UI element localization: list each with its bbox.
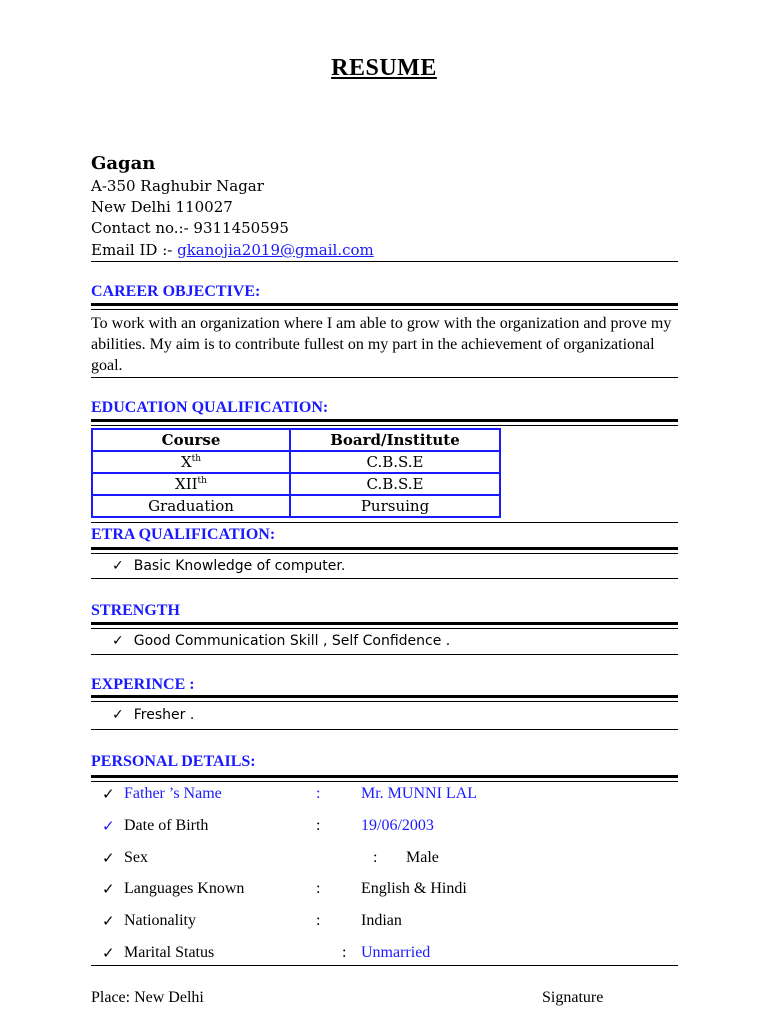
course-name: X	[180, 453, 192, 471]
divider	[91, 578, 678, 579]
item-text: Fresher .	[133, 707, 195, 723]
date-of-birth-label: Date of Birth	[124, 817, 209, 834]
course-superscript: th	[197, 476, 207, 486]
divider	[91, 261, 678, 262]
separator-colon: :	[342, 944, 347, 961]
divider	[91, 522, 678, 523]
divider	[91, 377, 678, 378]
separator-colon: :	[373, 849, 378, 866]
checkmark-icon: ✓	[112, 558, 124, 574]
email-row	[91, 241, 374, 259]
languages-value: English & Hindi	[361, 880, 467, 897]
divider	[91, 654, 678, 655]
separator-colon: :	[316, 912, 321, 929]
checkmark-icon: ✓	[112, 633, 124, 649]
divider	[91, 547, 678, 550]
course-cell: Graduation	[92, 495, 290, 517]
separator-colon: :	[316, 817, 321, 834]
strength-item	[112, 633, 450, 649]
divider	[91, 628, 678, 629]
divider	[91, 309, 678, 310]
address-line-2: New Delhi 110027	[91, 198, 233, 216]
place-text: Place: New Delhi	[91, 989, 204, 1006]
career-objective-heading: CAREER OBJECTIVE:	[91, 283, 261, 300]
separator-colon: :	[316, 880, 321, 897]
checkmark-icon: ✓	[102, 817, 115, 835]
nationality-value: Indian	[361, 912, 402, 929]
contact-number: Contact no.:- 9311450595	[91, 219, 289, 237]
item-text: Good Communication Skill , Self Confidence .	[133, 633, 451, 649]
signature-text: Signature	[542, 989, 604, 1006]
divider	[91, 965, 678, 966]
extra-qualification-item	[112, 558, 345, 574]
divider	[91, 419, 678, 422]
checkmark-icon: ✓	[102, 849, 115, 867]
extra-qualification-heading: ETRA QUALIFICATION:	[91, 526, 276, 543]
email-link[interactable]: gkanojia2019@gmail.com	[177, 241, 374, 259]
board-cell: C.B.S.E	[290, 451, 500, 473]
checkmark-icon: ✓	[102, 880, 115, 898]
education-heading: EDUCATION QUALIFICATION:	[91, 399, 329, 416]
fathers-name-value: Mr. MUNNI LAL	[361, 785, 477, 802]
experience-item	[112, 707, 194, 723]
column-header-board: Board/Institute	[290, 429, 500, 451]
date-of-birth-value: 19/06/2003	[361, 817, 434, 834]
divider	[91, 425, 678, 426]
divider	[91, 729, 678, 730]
candidate-name: Gagan	[91, 153, 156, 174]
marital-status-label: Marital Status	[124, 944, 215, 961]
email-label: Email ID :-	[91, 241, 178, 259]
divider	[91, 622, 678, 625]
checkmark-icon: ✓	[102, 912, 115, 930]
divider	[91, 695, 678, 698]
separator-colon: :	[316, 785, 321, 802]
address-line-1: A-350 Raghubir Nagar	[91, 177, 264, 195]
table-header-row	[92, 429, 500, 451]
fathers-name-label: Father ’s Name	[124, 785, 222, 802]
board-cell: Pursuing	[290, 495, 500, 517]
education-table	[91, 428, 501, 518]
board-cell: C.B.S.E	[290, 473, 500, 495]
divider	[91, 775, 678, 778]
checkmark-icon: ✓	[102, 785, 115, 803]
table-row	[92, 473, 500, 495]
column-header-course: Course	[92, 429, 290, 451]
table-row	[92, 495, 500, 517]
item-text: Basic Knowledge of computer.	[133, 558, 346, 574]
sex-value: Male	[406, 849, 439, 866]
course-cell	[92, 451, 290, 473]
languages-label: Languages Known	[124, 880, 245, 897]
course-cell	[92, 473, 290, 495]
course-name: XII	[175, 475, 198, 493]
marital-status-value: Unmarried	[361, 944, 431, 961]
sex-label: Sex	[124, 849, 148, 866]
nationality-label: Nationality	[124, 912, 196, 929]
career-objective-text: To work with an organization where I am able to grow with the organization and prove my abilities. My aim is to contribute fullest on my part in the achievement of organizational goal.	[91, 315, 672, 374]
checkmark-icon: ✓	[112, 707, 124, 723]
table-row	[92, 451, 500, 473]
checkmark-icon: ✓	[102, 944, 115, 962]
resume-title: RESUME	[331, 55, 437, 81]
divider	[91, 781, 678, 782]
divider	[91, 303, 678, 306]
divider	[91, 701, 678, 702]
personal-details-heading: PERSONAL DETAILS:	[91, 753, 256, 770]
course-superscript: th	[191, 454, 202, 464]
divider	[91, 553, 678, 554]
experience-heading: EXPERINCE :	[91, 676, 195, 693]
strength-heading: STRENGTH	[91, 602, 180, 619]
